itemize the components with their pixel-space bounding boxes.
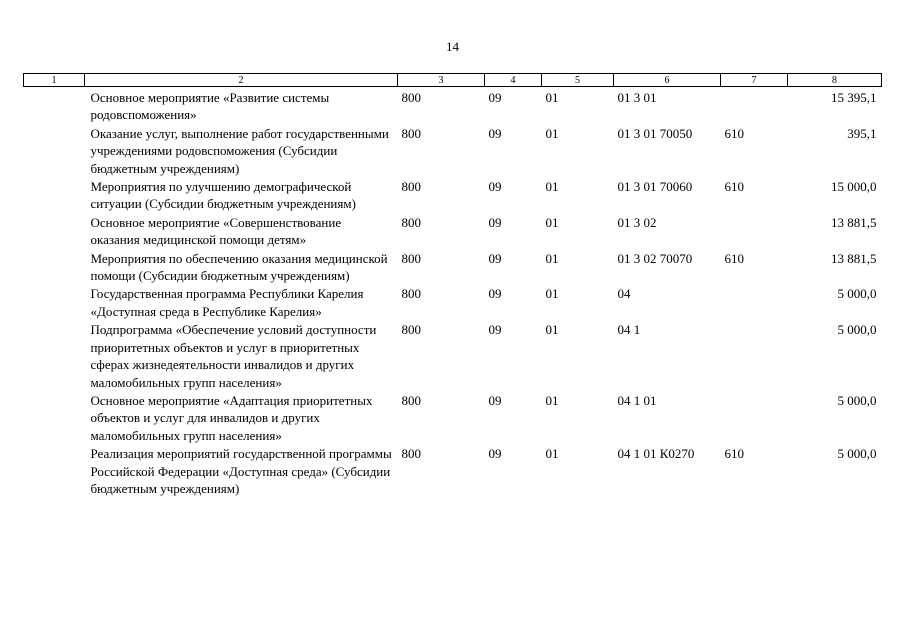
column-header: 3 (398, 74, 485, 87)
amount-cell: 5 000,0 (837, 392, 877, 408)
subsection-code-cell: 01 (545, 392, 559, 408)
subsection-code-cell: 01 (545, 214, 559, 230)
target-item-code-cell: 04 1 (617, 322, 641, 338)
target-item-code-cell: 04 1 01 К0270 (617, 446, 695, 462)
section-code-cell: 09 (488, 446, 502, 462)
expense-type-code-cell: 610 (724, 446, 744, 462)
subsection-code-cell: 01 (545, 446, 559, 462)
table-row (24, 285, 882, 321)
column-header: 5 (542, 74, 614, 87)
department-code-cell: 800 (401, 446, 421, 462)
row-number-cell (24, 87, 85, 125)
target-item-code-cell: 01 3 01 (617, 90, 657, 105)
table-row (24, 125, 882, 178)
expense-type-code-cell (721, 87, 788, 125)
expense-type-code-cell: 610 (724, 179, 744, 195)
column-header: 7 (721, 74, 788, 87)
target-item-code-cell: 01 3 02 70070 (617, 250, 693, 266)
item-name-cell: Оказание услуг, выполнение работ государственными учреждениями родовспоможения (Субсидии бюджетным учреждениям) (90, 125, 389, 176)
amount-cell: 13 881,5 (831, 214, 877, 230)
amount-cell: 13 881,5 (831, 250, 877, 266)
item-name-cell: Основное мероприятие «Совершенствование оказания медицинской помощи детям» (90, 214, 342, 248)
table-body (24, 87, 882, 499)
row-number-cell (24, 445, 85, 498)
table-row (24, 87, 882, 125)
amount-cell: 15 000,0 (831, 179, 877, 195)
expense-type-code-cell (721, 214, 788, 250)
table-row (24, 445, 882, 498)
amount-cell: 5 000,0 (837, 322, 877, 338)
department-code-cell: 800 (401, 125, 421, 141)
row-number-cell (24, 392, 85, 445)
row-number-cell (24, 250, 85, 286)
subsection-code-cell: 01 (545, 179, 559, 195)
subsection-code-cell: 01 (545, 125, 559, 141)
budget-table (23, 73, 882, 498)
column-number-header-row (24, 74, 882, 87)
target-item-code-cell: 04 (617, 286, 631, 302)
target-item-code-cell: 01 3 01 70050 (617, 125, 693, 141)
expense-type-code-cell: 610 (724, 250, 744, 266)
section-code-cell: 09 (488, 125, 502, 141)
item-name-cell: Основное мероприятие «Развитие системы родовспоможения» (90, 90, 330, 123)
expense-type-code-cell (721, 321, 788, 392)
section-code-cell: 09 (488, 214, 502, 230)
section-code-cell: 09 (488, 179, 502, 195)
target-item-code-cell: 01 3 02 (617, 214, 657, 230)
amount-cell: 5 000,0 (837, 286, 877, 302)
item-name-cell: Подпрограмма «Обеспечение условий доступности приоритетных объектов и услуг в приоритетных сферах жизнедеятельности инвалидов и других маломобильных групп населения» (90, 322, 377, 390)
department-code-cell: 800 (401, 286, 421, 302)
subsection-code-cell: 01 (545, 286, 559, 302)
amount-cell: 395,1 (847, 125, 877, 141)
expense-type-code-cell: 610 (724, 125, 744, 141)
table-row (24, 392, 882, 445)
department-code-cell: 800 (401, 322, 421, 338)
department-code-cell: 800 (401, 179, 421, 195)
expense-type-code-cell (721, 392, 788, 445)
page-number: 14 (446, 39, 459, 54)
subsection-code-cell: 01 (545, 250, 559, 266)
section-code-cell: 09 (488, 250, 502, 266)
amount-cell: 5 000,0 (837, 446, 877, 462)
department-code-cell: 800 (401, 214, 421, 230)
row-number-cell (24, 125, 85, 178)
row-number-cell (24, 285, 85, 321)
column-header: 6 (614, 74, 721, 87)
row-number-cell (24, 214, 85, 250)
table-row (24, 214, 882, 250)
table-row (24, 321, 882, 392)
section-code-cell: 09 (488, 322, 502, 338)
column-header: 2 (85, 74, 398, 87)
expense-type-code-cell (721, 285, 788, 321)
row-number-cell (24, 178, 85, 214)
table-row (24, 250, 882, 286)
column-header: 4 (485, 74, 542, 87)
section-code-cell: 09 (488, 90, 502, 105)
item-name-cell: Мероприятия по обеспечению оказания медицинской помощи (Субсидии бюджетным учреждениям) (90, 250, 388, 284)
subsection-code-cell: 01 (545, 90, 559, 105)
item-name-cell: Реализация мероприятий государственной программы Российской Федерации «Доступная среда» (Субсидии бюджетным учреждениям) (90, 446, 392, 496)
amount-cell: 15 395,1 (831, 90, 877, 105)
target-item-code-cell: 04 1 01 (617, 392, 657, 408)
row-number-cell (24, 321, 85, 392)
subsection-code-cell: 01 (545, 322, 559, 338)
department-code-cell: 800 (401, 250, 421, 266)
target-item-code-cell: 01 3 01 70060 (617, 179, 693, 195)
department-code-cell: 800 (401, 392, 421, 408)
item-name-cell: Основное мероприятие «Адаптация приоритетных объектов и услуг для инвалидов и других маломобильных групп населения» (90, 392, 373, 443)
table-row (24, 178, 882, 214)
section-code-cell: 09 (488, 392, 502, 408)
section-code-cell: 09 (488, 286, 502, 302)
column-header: 8 (788, 74, 882, 87)
department-code-cell: 800 (401, 90, 421, 105)
item-name-cell: Мероприятия по улучшению демографической ситуации (Субсидии бюджетным учреждениям) (90, 179, 356, 212)
column-header: 1 (24, 74, 85, 87)
item-name-cell: Государственная программа Республики Карелия «Доступная среда в Республике Карелия» (90, 286, 364, 319)
